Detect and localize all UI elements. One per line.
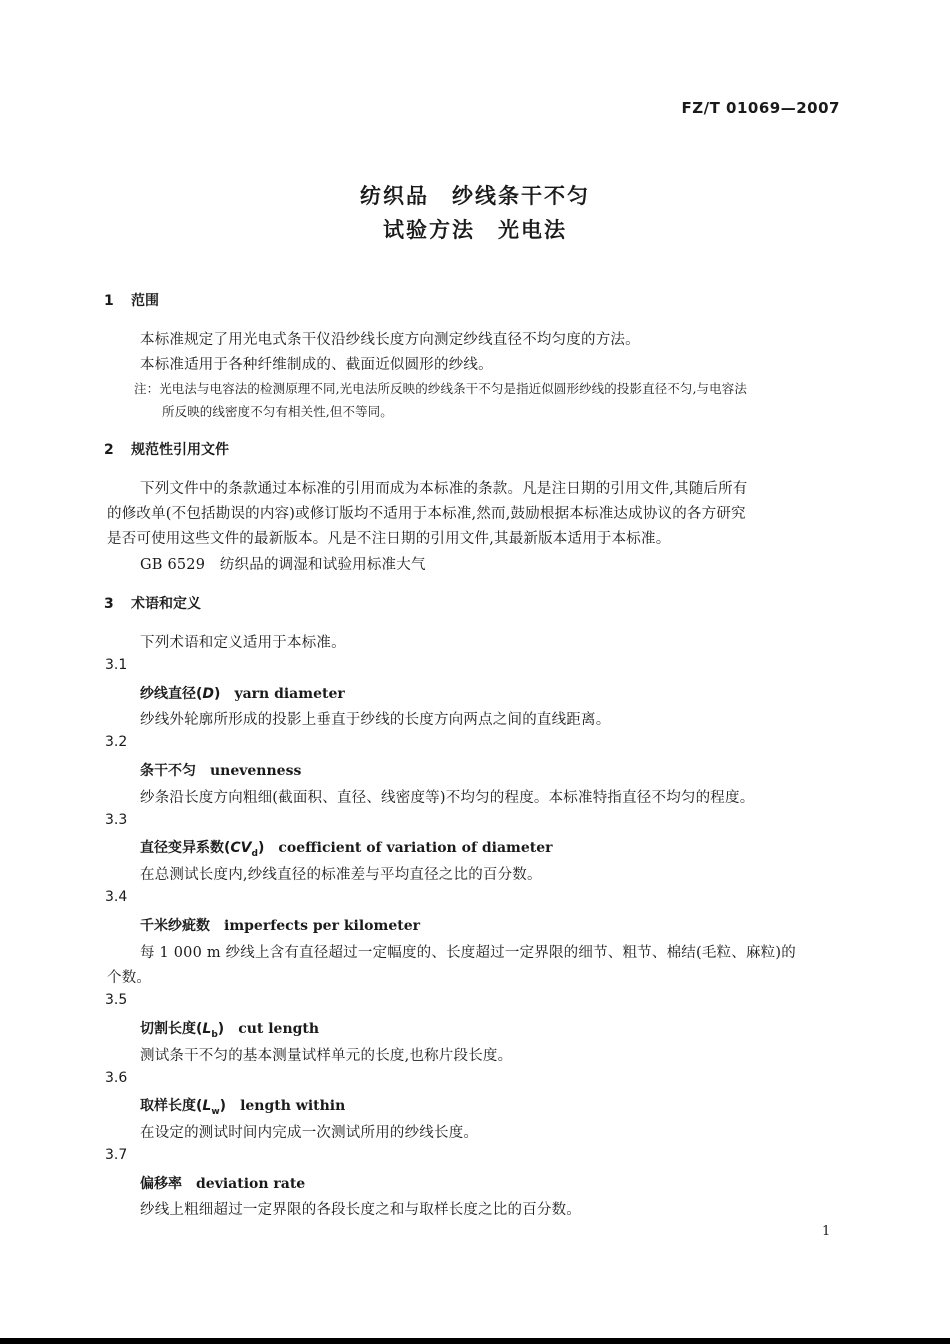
term-chinese: 直径变异系数$(CV_d)$ (140, 840, 265, 859)
term-chinese: 切割长度$(L_b)$ (140, 1021, 225, 1040)
term-symbol: D (202, 686, 215, 702)
term-english: deviation rate (196, 1176, 306, 1192)
term-number: 3.5 (105, 992, 128, 1008)
term-number: 3.2 (105, 734, 128, 750)
term-chinese: 条干不匀 (140, 763, 196, 779)
term-number: 3.6 (105, 1070, 128, 1086)
term-definition: 纱线外轮廓所形成的投影上垂直于纱线的长度方向两点之间的直线距离。 (140, 712, 611, 728)
term-number: 3.4 (105, 889, 128, 905)
term-definition-line2: 个数。 (107, 970, 152, 986)
term-english: yarn diameter (234, 686, 345, 702)
page-number: 1 (822, 1224, 831, 1239)
term-definition: 纱线上粗细超过一定界限的各段长度之和与取样长度之比的百分数。 (140, 1202, 581, 1218)
section-number: 1 (104, 293, 114, 309)
term-heading (140, 1018, 319, 1040)
section-number: 3 (104, 596, 114, 612)
term-number: 3.3 (105, 812, 128, 828)
term-heading (140, 1173, 305, 1193)
term-definition: 在总测试长度内,纱线直径的标准差与平均直径之比的百分数。 (140, 867, 542, 883)
section-title: 术语和定义 (131, 596, 201, 612)
term-definition-line1: 每 1 000 m 纱线上含有直径超过一定幅度的、长度超过一定界限的细节、粗节、棉结(毛粒、麻粒)的 (140, 945, 796, 961)
document-title-line2: 试验方法 光电法 (383, 218, 567, 242)
section-3-heading (104, 593, 201, 613)
term-heading (140, 683, 345, 703)
section-1-heading (104, 290, 159, 310)
section-number: 2 (104, 442, 114, 458)
term-heading (140, 760, 301, 780)
section-1-note-line2: 所反映的线密度不匀有相关性,但不等同。 (162, 404, 393, 419)
document-title-line1: 纺织品 纱线条干不匀 (360, 184, 590, 208)
term-chinese: 千米纱疵数 (140, 918, 210, 934)
section-2-heading (104, 439, 229, 459)
term-number: 3.7 (105, 1147, 128, 1163)
term-chinese: 取样长度$(L_w)$ (140, 1098, 227, 1117)
term-number: 3.1 (105, 657, 128, 673)
scan-edge-bar (0, 1338, 950, 1344)
term-definition: 在设定的测试时间内完成一次测试所用的纱线长度。 (140, 1125, 479, 1141)
normative-reference: GB 6529 纺织品的调湿和试验用标准大气 (140, 557, 426, 573)
term-english: imperfects per kilometer (224, 918, 420, 934)
section-1-paragraph-2: 本标准适用于各种纤维制成的、截面近似圆形的纱线。 (140, 357, 493, 373)
section-title: 规范性引用文件 (131, 442, 229, 458)
term-definition: 纱条沿长度方向粗细(截面积、直径、线密度等)不均匀的程度。本标准特指直径不均匀的程度。 (140, 790, 755, 806)
term-definition: 测试条干不匀的基本测量试样单元的长度,也称片段长度。 (140, 1048, 513, 1064)
term-english: unevenness (210, 763, 302, 779)
term-heading (140, 1095, 345, 1117)
term-english: coefficient of variation of diameter (278, 840, 553, 856)
standard-code: FZ/T 01069—2007 (681, 99, 840, 117)
section-2-paragraph-line2: 的修改单(不包括勘误的内容)或修订版均不适用于本标准,然而,鼓励根据本标准达成协议的各方研究 (107, 506, 746, 522)
term-chinese: 纱线直径(D) (140, 686, 221, 702)
section-2-paragraph-line3: 是否可使用这些文件的最新版本。凡是不注日期的引用文件,其最新版本适用于本标准。 (107, 531, 671, 547)
term-english: length within (240, 1098, 346, 1114)
term-symbol: $L_w$ (202, 1098, 220, 1117)
section-title: 范围 (131, 293, 159, 309)
term-symbol: $L_b$ (202, 1021, 218, 1040)
section-1-note-line1: 注：光电法与电容法的检测原理不同,光电法所反映的纱线条干不匀是指近似圆形纱线的投影直径不匀,与电容法 (134, 381, 747, 396)
section-1-paragraph-1: 本标准规定了用光电式条干仪沿纱线长度方向测定纱线直径不均匀度的方法。 (140, 332, 640, 348)
term-heading (140, 837, 553, 859)
term-english: cut length (238, 1021, 320, 1037)
section-3-intro: 下列术语和定义适用于本标准。 (140, 635, 346, 651)
section-2-paragraph-line1: 下列文件中的条款通过本标准的引用而成为本标准的条款。凡是注日期的引用文件,其随后所有 (140, 481, 748, 497)
term-heading (140, 915, 420, 935)
term-chinese: 偏移率 (140, 1176, 182, 1192)
term-symbol: $CV_d$ (230, 840, 258, 859)
